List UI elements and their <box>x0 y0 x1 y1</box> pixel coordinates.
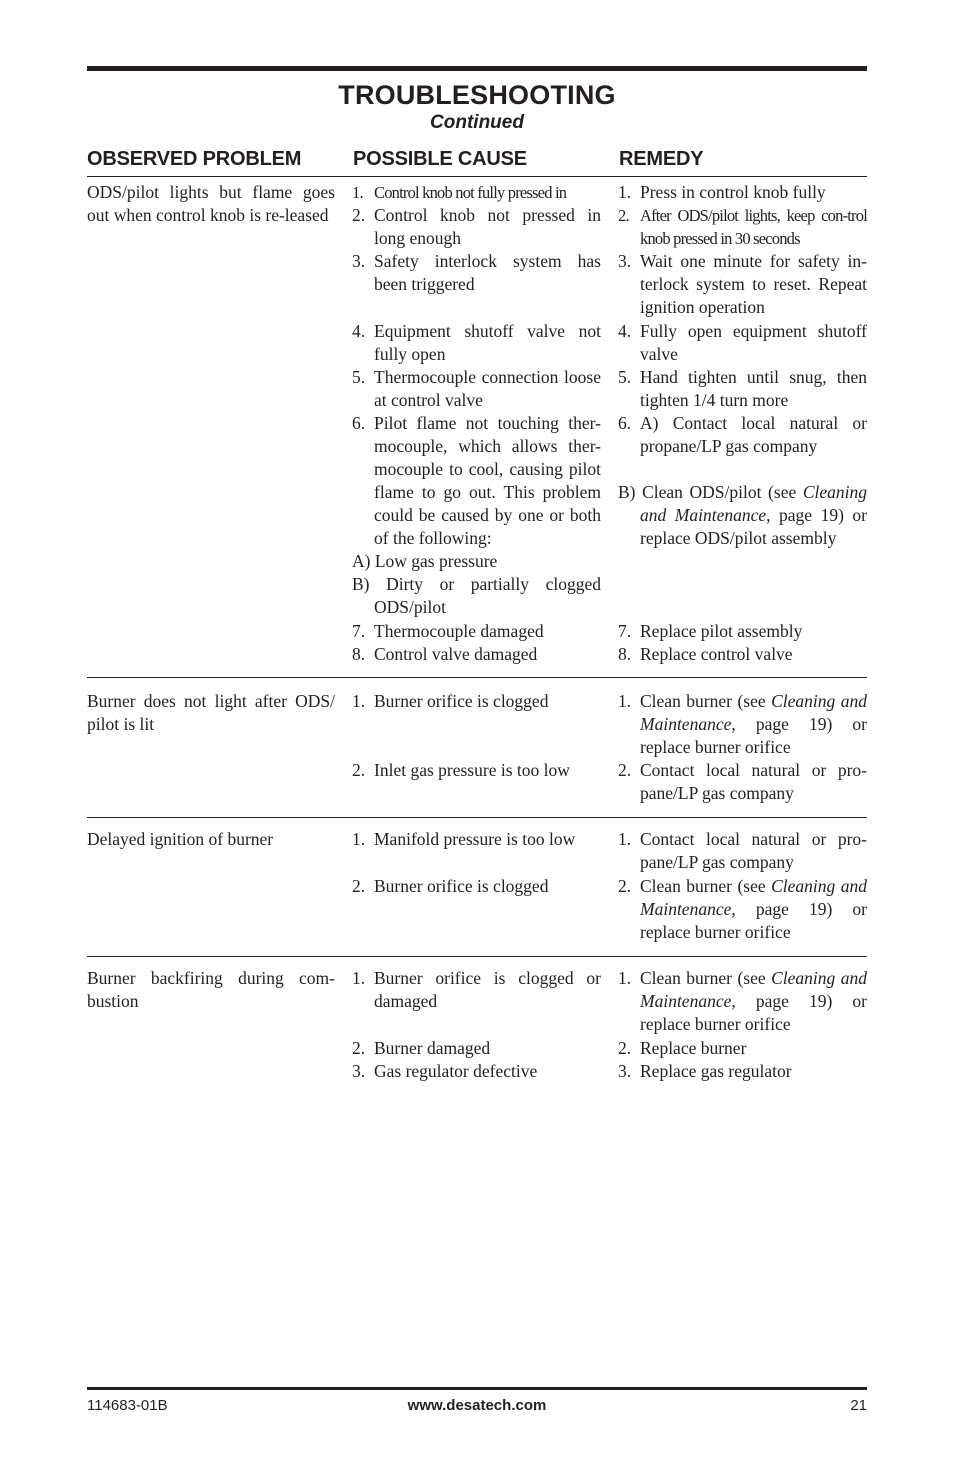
page-number: 21 <box>850 1397 867 1414</box>
cause-item: 2. Burner orifice is clogged <box>352 876 549 896</box>
cause-item: 1. Manifold pressure is too low <box>352 829 576 849</box>
cause-item: 6. Pilot flame not touching ther-mocouple, which allows ther-mocouple to cool, causing pilot flame to go out. This problem could be caused by one or both of the following: A) Low gas pressure B) Dirty or partially clogged ODS/pilot <box>352 413 601 617</box>
remedy-item: 3. Replace gas regulator <box>618 1061 792 1081</box>
remedy-item: 2. Replace burner <box>618 1038 747 1058</box>
website-link[interactable]: www.desatech.com <box>407 1397 547 1414</box>
cause-item: 7. Thermocouple damaged <box>352 621 544 641</box>
footer-rule <box>87 1387 867 1390</box>
problem-burner-backfiring: Burner backfiring during com-bustion <box>87 968 335 1011</box>
page-title: TROUBLESHOOTING <box>338 80 616 110</box>
cause-item: 8. Control valve damaged <box>352 644 538 664</box>
page-subtitle: Continued <box>430 112 524 133</box>
row-separator <box>87 956 867 957</box>
remedy-item: 8. Replace control valve <box>618 644 793 664</box>
column-header-problem: OBSERVED PROBLEM <box>87 148 302 170</box>
cause-item: 2. Inlet gas pressure is too low <box>352 760 570 780</box>
top-rule <box>87 66 867 71</box>
problem-ods-flame-out: ODS/pilot lights but flame goes out when control knob is re-leased <box>87 182 335 225</box>
problem-delayed-ignition: Delayed ignition of burner <box>87 829 274 849</box>
remedy-item: 1. Clean burner (see Cleaning and Maintenance, page 19) or replace burner orifice <box>618 691 867 757</box>
remedy-item: 1. Contact local natural or pro-pane/LP gas company <box>618 829 867 872</box>
cause-item: 3. Safety interlock system has been triggered <box>352 251 601 294</box>
remedy-item: 3. Wait one minute for safety in-terlock system to reset. Repeat ignition operation <box>618 251 867 317</box>
remedy-item: 6. A) Contact local natural or propane/LP gas company B) Clean ODS/pilot (see Cleaning and Maintenance, page 19) or replace ODS/pilot assembly <box>618 413 867 548</box>
cause-item: 2. Control knob not pressed in long enough <box>352 205 601 248</box>
column-header-remedy: REMEDY <box>619 148 704 170</box>
remedy-item: 2. Contact local natural or pro-pane/LP gas company <box>618 760 867 803</box>
remedy-item: 5. Hand tighten until snug, then tighten 1/4 turn more <box>618 367 867 410</box>
remedy-item: 4. Fully open equipment shutoff valve <box>618 321 867 364</box>
cause-item: 2. Burner damaged <box>352 1038 491 1058</box>
document-number: 114683-01B <box>87 1397 168 1414</box>
row-separator <box>87 677 867 678</box>
cause-item: 1. Burner orifice is clogged <box>352 691 549 711</box>
remedy-item: 1. Clean burner (see Cleaning and Maintenance, page 19) or replace burner orifice <box>618 968 867 1034</box>
remedy-item: 1. Press in control knob fully <box>618 182 826 202</box>
row-separator <box>87 817 867 818</box>
cause-item: 5. Thermocouple connection loose at control valve <box>352 367 601 410</box>
cause-item: 1. Control knob not fully pressed in <box>352 183 567 202</box>
remedy-item: 7. Replace pilot assembly <box>618 621 803 641</box>
cause-item: 4. Equipment shutoff valve not fully open <box>352 321 601 364</box>
cause-item: 1. Burner orifice is clogged or damaged <box>352 968 601 1011</box>
remedy-item: 2. Clean burner (see Cleaning and Maintenance, page 19) or replace burner orifice <box>618 876 867 942</box>
column-header-cause: POSSIBLE CAUSE <box>353 148 527 170</box>
problem-burner-not-light: Burner does not light after ODS/ pilot is lit <box>87 691 335 734</box>
header-rule <box>87 176 867 177</box>
remedy-item: 2. After ODS/pilot lights, keep con-trol knob pressed in 30 seconds <box>618 206 867 248</box>
cause-item: 3. Gas regulator defective <box>352 1061 538 1081</box>
